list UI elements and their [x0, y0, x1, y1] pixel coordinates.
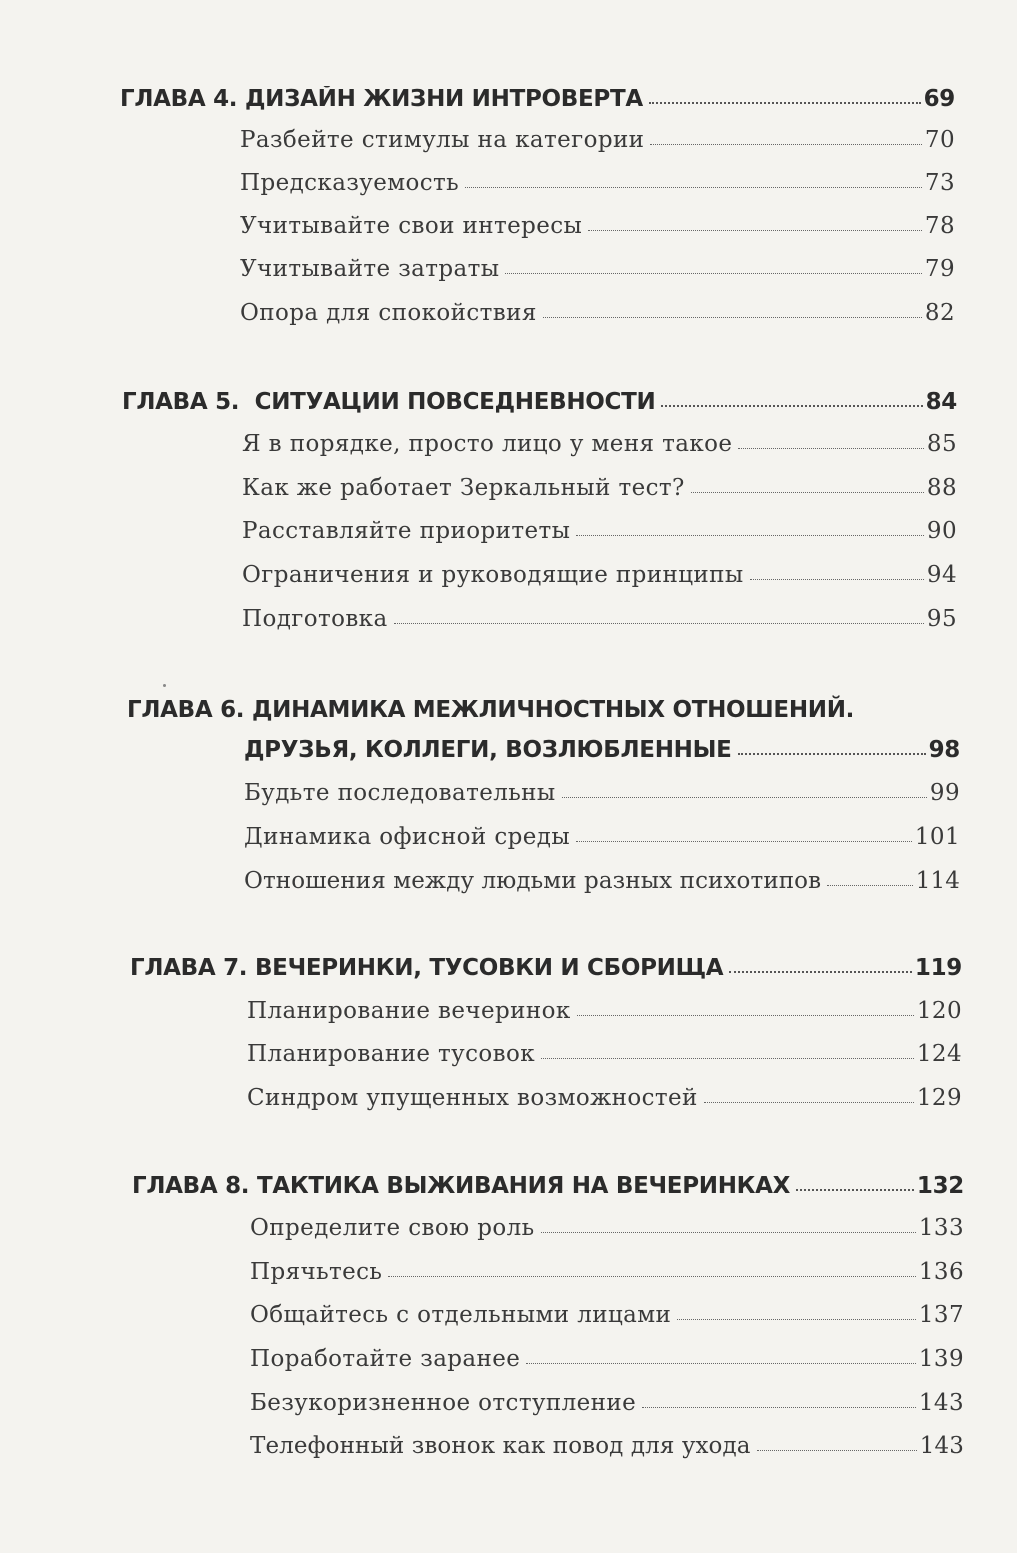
toc-entry-title: Предсказуемость [240, 170, 460, 196]
dot-leader [576, 841, 912, 842]
dot-leader [577, 1015, 914, 1016]
toc-entry[interactable] [242, 518, 957, 544]
toc-entry-page: 139 [918, 1346, 964, 1372]
toc-entry-title: Разбейте стимулы на категории [240, 127, 645, 153]
toc-entry-title: Учитывайте затраты [240, 256, 500, 282]
toc-entry-page: 143 [919, 1433, 964, 1459]
toc-entry-page: 95 [926, 606, 957, 632]
toc-entry[interactable] [250, 1390, 964, 1416]
toc-entry[interactable] [247, 1085, 962, 1111]
chapter-5-page: 84 [925, 389, 957, 415]
chapter-7-title: ГЛАВА 7. ВЕЧЕРИНКИ, ТУСОВКИ И СБОРИЩА [130, 955, 724, 981]
chapter-5-title: ГЛАВА 5. СИТУАЦИИ ПОВСЕДНЕВНОСТИ [122, 389, 656, 415]
chapter-7-page: 119 [914, 955, 962, 981]
toc-entry[interactable] [250, 1302, 964, 1328]
toc-entry-page: 82 [924, 300, 955, 326]
paper-speck [163, 684, 166, 687]
toc-entry[interactable] [242, 562, 957, 588]
dot-leader [738, 448, 923, 449]
chapter-4-heading[interactable] [120, 86, 955, 112]
toc-entry-title: Опора для спокойствия [240, 300, 537, 326]
dot-leader [796, 1189, 914, 1191]
chapter-7-heading[interactable] [130, 955, 962, 981]
chapter-8-heading[interactable] [132, 1173, 964, 1199]
dot-leader [649, 102, 921, 104]
toc-entry-page: 88 [926, 475, 957, 501]
dot-leader [650, 144, 922, 145]
toc-entry-title: Отношения между людьми разных психотипов [244, 868, 822, 894]
toc-entry-page: 143 [918, 1390, 964, 1416]
toc-entry-page: 120 [916, 998, 962, 1024]
toc-entry[interactable] [250, 1259, 964, 1285]
toc-entry-title: Будьте последовательны [244, 780, 556, 806]
toc-entry[interactable] [240, 127, 955, 153]
toc-entry-title: Планирование вечеринок [247, 998, 571, 1024]
toc-entry[interactable] [250, 1433, 964, 1459]
chapter-6-title-line-1[interactable]: ГЛАВА 6. ДИНАМИКА МЕЖЛИЧНОСТНЫХ ОТНОШЕНИЙ. [127, 697, 855, 723]
toc-entry-title: Общайтесь с отдельными лицами [250, 1302, 672, 1328]
chapter-5-heading[interactable] [122, 389, 957, 415]
dot-leader [827, 885, 913, 886]
chapter-8-page: 132 [916, 1173, 964, 1199]
toc-entry-page: 79 [924, 256, 955, 282]
toc-entry-title: Безукоризненное отступление [250, 1390, 637, 1416]
dot-leader [388, 1276, 916, 1277]
toc-entry-title: Динамика офисной среды [244, 824, 571, 850]
toc-entry-page: 99 [929, 780, 960, 806]
toc-entry[interactable] [247, 998, 962, 1024]
dot-leader [757, 1450, 917, 1451]
toc-entry[interactable] [250, 1346, 964, 1372]
toc-entry[interactable] [240, 170, 955, 196]
dot-leader [394, 623, 924, 624]
dot-leader [541, 1058, 914, 1059]
dot-leader [691, 492, 924, 493]
toc-entry-title: Поработайте заранее [250, 1346, 521, 1372]
toc-entry-title: Ограничения и руководящие принципы [242, 562, 744, 588]
dot-leader [526, 1363, 916, 1364]
toc-entry[interactable] [242, 606, 957, 632]
toc-entry[interactable] [242, 475, 957, 501]
toc-entry[interactable] [244, 824, 960, 850]
toc-entry[interactable] [240, 256, 955, 282]
toc-entry[interactable] [240, 213, 955, 239]
toc-entry-page: 129 [916, 1085, 962, 1111]
dot-leader [661, 405, 922, 407]
dot-leader [576, 535, 924, 536]
toc-entry[interactable] [242, 431, 957, 457]
toc-entry-title: Синдром упущенных возможностей [247, 1085, 698, 1111]
dot-leader [704, 1102, 914, 1103]
toc-entry-title: Телефонный звонок как повод для ухода [250, 1433, 751, 1459]
chapter-6-heading[interactable] [244, 737, 960, 763]
toc-entry[interactable] [247, 1041, 962, 1067]
toc-entry-page: 114 [915, 868, 960, 894]
toc-entry-title: Подготовка [242, 606, 388, 632]
toc-entry-title: Учитывайте свои интересы [240, 213, 583, 239]
dot-leader [729, 971, 912, 973]
dot-leader [750, 579, 924, 580]
toc-entry-page: 90 [926, 518, 957, 544]
dot-leader [465, 187, 922, 188]
toc-entry-page: 133 [918, 1215, 964, 1241]
toc-entry-page: 136 [918, 1259, 964, 1285]
chapter-8-title: ГЛАВА 8. ТАКТИКА ВЫЖИВАНИЯ НА ВЕЧЕРИНКАХ [132, 1173, 791, 1199]
toc-entry-title: Я в порядке, просто лицо у меня такое [242, 431, 733, 457]
dot-leader [543, 317, 922, 318]
chapter-4-title: ГЛАВА 4. ДИЗАЙН ЖИЗНИ ИНТРОВЕРТА [120, 86, 643, 112]
toc-entry-page: 78 [924, 213, 955, 239]
toc-entry-page: 101 [914, 824, 960, 850]
dot-leader [677, 1319, 916, 1320]
toc-entry-title: Определите свою роль [250, 1215, 535, 1241]
toc-entry-page: 73 [924, 170, 955, 196]
dot-leader [562, 797, 927, 798]
toc-entry-page: 124 [916, 1041, 962, 1067]
chapter-6-page: 98 [928, 737, 960, 763]
chapter-4-page: 69 [923, 86, 955, 112]
toc-entry-title: Расставляйте приоритеты [242, 518, 571, 544]
toc-entry-title: Планирование тусовок [247, 1041, 536, 1067]
dot-leader [541, 1232, 916, 1233]
toc-entry-page: 85 [926, 431, 957, 457]
toc-entry[interactable] [244, 868, 960, 894]
dot-leader [588, 230, 922, 231]
toc-entry[interactable] [244, 780, 960, 806]
toc-entry-title: Как же работает Зеркальный тест? [242, 475, 685, 501]
toc-entry-page: 94 [926, 562, 957, 588]
toc-entry-title: Прячьтесь [250, 1259, 383, 1285]
toc-entry[interactable] [240, 300, 955, 326]
dot-leader [505, 273, 921, 274]
chapter-6-title-line-2: ДРУЗЬЯ, КОЛЛЕГИ, ВОЗЛЮБЛЕННЫЕ [244, 737, 732, 763]
toc-entry-page: 70 [924, 127, 955, 153]
toc-entry-page: 137 [918, 1302, 964, 1328]
dot-leader [642, 1407, 916, 1408]
toc-entry[interactable] [250, 1215, 964, 1241]
dot-leader [738, 753, 926, 755]
